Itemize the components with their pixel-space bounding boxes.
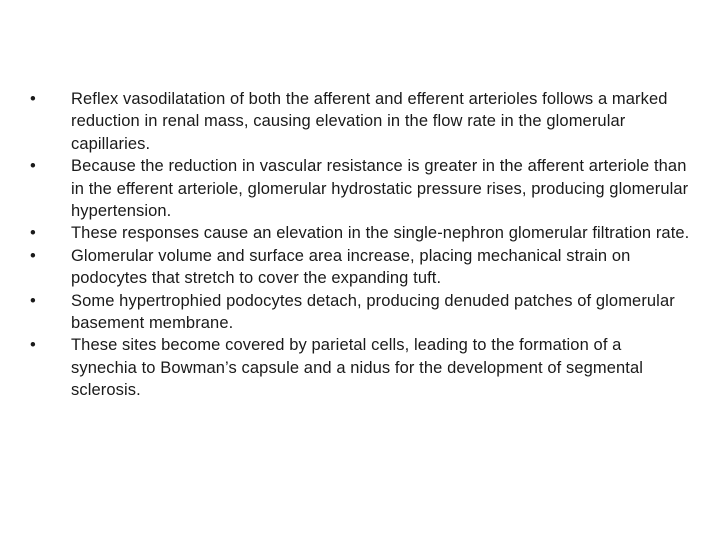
bullet-icon: • (30, 90, 36, 108)
bullet-text: Because the reduction in vascular resistance is greater in the afferent arteriole than in the efferent arteriole, glomerular hydrostatic pressure rises, producing glomerular hypertension. (71, 157, 689, 221)
bullet-icon: • (30, 224, 36, 243)
bullet-text: Some hypertrophied podocytes detach, producing denuded patches of glomerular basement membrane. (71, 291, 675, 333)
list-item (30, 290, 690, 335)
bullet-text: Reflex vasodilatation of both the afferent and efferent arterioles follows a marked reduction in renal mass, causing elevation in the flow rate in the glomerular capillaries. (71, 90, 668, 153)
bullet-text: Glomerular volume and surface area increase, placing mechanical strain on podocytes that stretch to cover the expanding tuft. (71, 246, 631, 288)
bullet-icon: • (30, 291, 36, 310)
list-item (30, 222, 690, 244)
bullet-text: These sites become covered by parietal cells, leading to the formation of a synechia to Bowman’s capsule and a nidus for the development of segmental sclerosis. (71, 336, 644, 400)
bullet-text: These responses cause an elevation in the single-nephron glomerular filtration rate. (71, 224, 690, 243)
bullet-list (30, 88, 690, 402)
list-item (30, 334, 690, 401)
bullet-icon: • (30, 246, 36, 265)
bullet-icon: • (30, 336, 36, 355)
list-item (30, 88, 690, 155)
list-item (30, 245, 690, 290)
list-item (30, 155, 690, 222)
bullet-icon: • (30, 157, 36, 176)
